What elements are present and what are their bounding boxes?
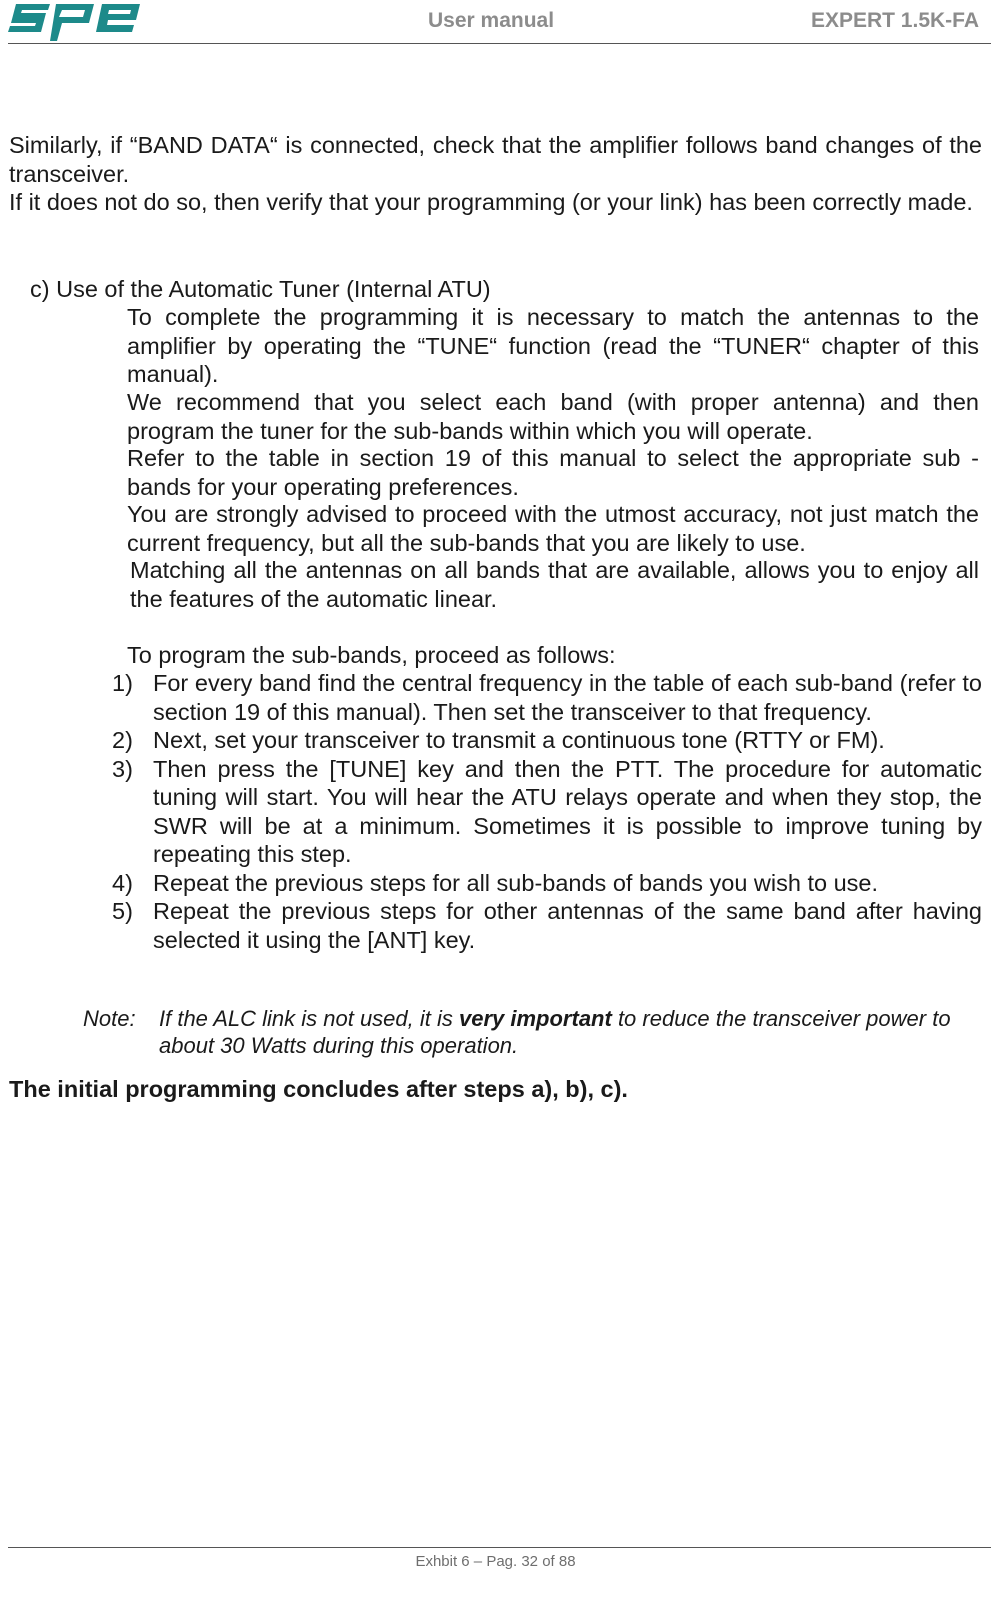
note-text-after: to reduce the transceiver power to about 30 Watts during this operation. (159, 1006, 951, 1058)
step-number: 2) (112, 727, 133, 753)
intro-paragraph-verify: If it does not do so, then verify that your programming (or your link) has been correctly made. (9, 189, 973, 215)
note-label: Note: (83, 1006, 136, 1031)
list-item (112, 897, 982, 954)
step-text: Then press the [TUNE] key and then the PTT. The procedure for automatic tuning will start. You will hear the ATU relays operate and when they stop, the SWR will be at a minimum. Sometimes it is possible to improve tuning by repeating this step. (153, 755, 982, 867)
intro-block (9, 131, 982, 217)
step-number: 3) (112, 755, 133, 782)
step-text: For every band find the central frequency in the table of each sub-band (refer to section 19 of this manual). Then set the transceiver to that frequency. (153, 670, 982, 725)
section-c-paragraph-4: You are strongly advised to proceed with the utmost accuracy, not just match the current frequency, but all the sub-bands that you are likely to use. (127, 501, 979, 556)
procedure-intro: To program the sub-bands, proceed as follows: (127, 642, 616, 668)
important-note (83, 1005, 982, 1059)
section-c-paragraph-2: We recommend that you select each band (with proper antenna) and then program the tuner for the sub-bands within which you will operate. (127, 389, 979, 444)
section-c-paragraph-1: To complete the programming it is necessary to match the antennas to the amplifier by operating the “TUNE“ function (read the “TUNER“ chapter of this manual). (127, 304, 979, 387)
page-footer: Exhbit 6 – Pag. 32 of 88 (415, 1553, 576, 1570)
procedure-steps-list (112, 669, 982, 954)
step-text: Next, set your transceiver to transmit a continuous tone (RTTY or FM). (153, 727, 885, 753)
section-c-heading: c) Use of the Automatic Tuner (Internal ATU) (30, 276, 491, 302)
list-item (112, 726, 982, 755)
note-text (159, 1005, 982, 1059)
step-number: 4) (112, 869, 133, 896)
footer-divider (8, 1547, 991, 1548)
step-number: 1) (112, 670, 133, 696)
list-item (112, 755, 982, 869)
note-emphasis: very important (459, 1006, 612, 1031)
header-product-name: EXPERT 1.5K-FA (810, 9, 979, 32)
conclusion-statement: The initial programming concludes after steps a), b), c). (9, 1076, 628, 1102)
page-header (0, 0, 991, 44)
section-c-paragraph-3: Refer to the table in section 19 of this manual to select the appropriate sub - bands for your operating preferences. (127, 445, 979, 500)
note-text-before: If the ALC link is not used, it is (159, 1006, 459, 1031)
step-text: Repeat the previous steps for other antennas of the same band after having selected it using the [ANT] key. (153, 898, 982, 953)
list-item (112, 869, 982, 898)
step-text: Repeat the previous steps for all sub-bands of bands you wish to use. (153, 869, 879, 896)
header-divider (8, 43, 991, 44)
section-c-paragraph-5: Matching all the antennas on all bands that are available, allows you to enjoy all the features of the automatic linear. (130, 557, 979, 612)
step-number: 5) (112, 898, 133, 924)
intro-paragraph-band-data: Similarly, if “BAND DATA“ is connected, check that the amplifier follows band changes of the transceiver. (9, 132, 982, 187)
spe-logo (8, 2, 140, 42)
header-document-type: User manual (428, 9, 555, 32)
list-item (112, 669, 982, 726)
